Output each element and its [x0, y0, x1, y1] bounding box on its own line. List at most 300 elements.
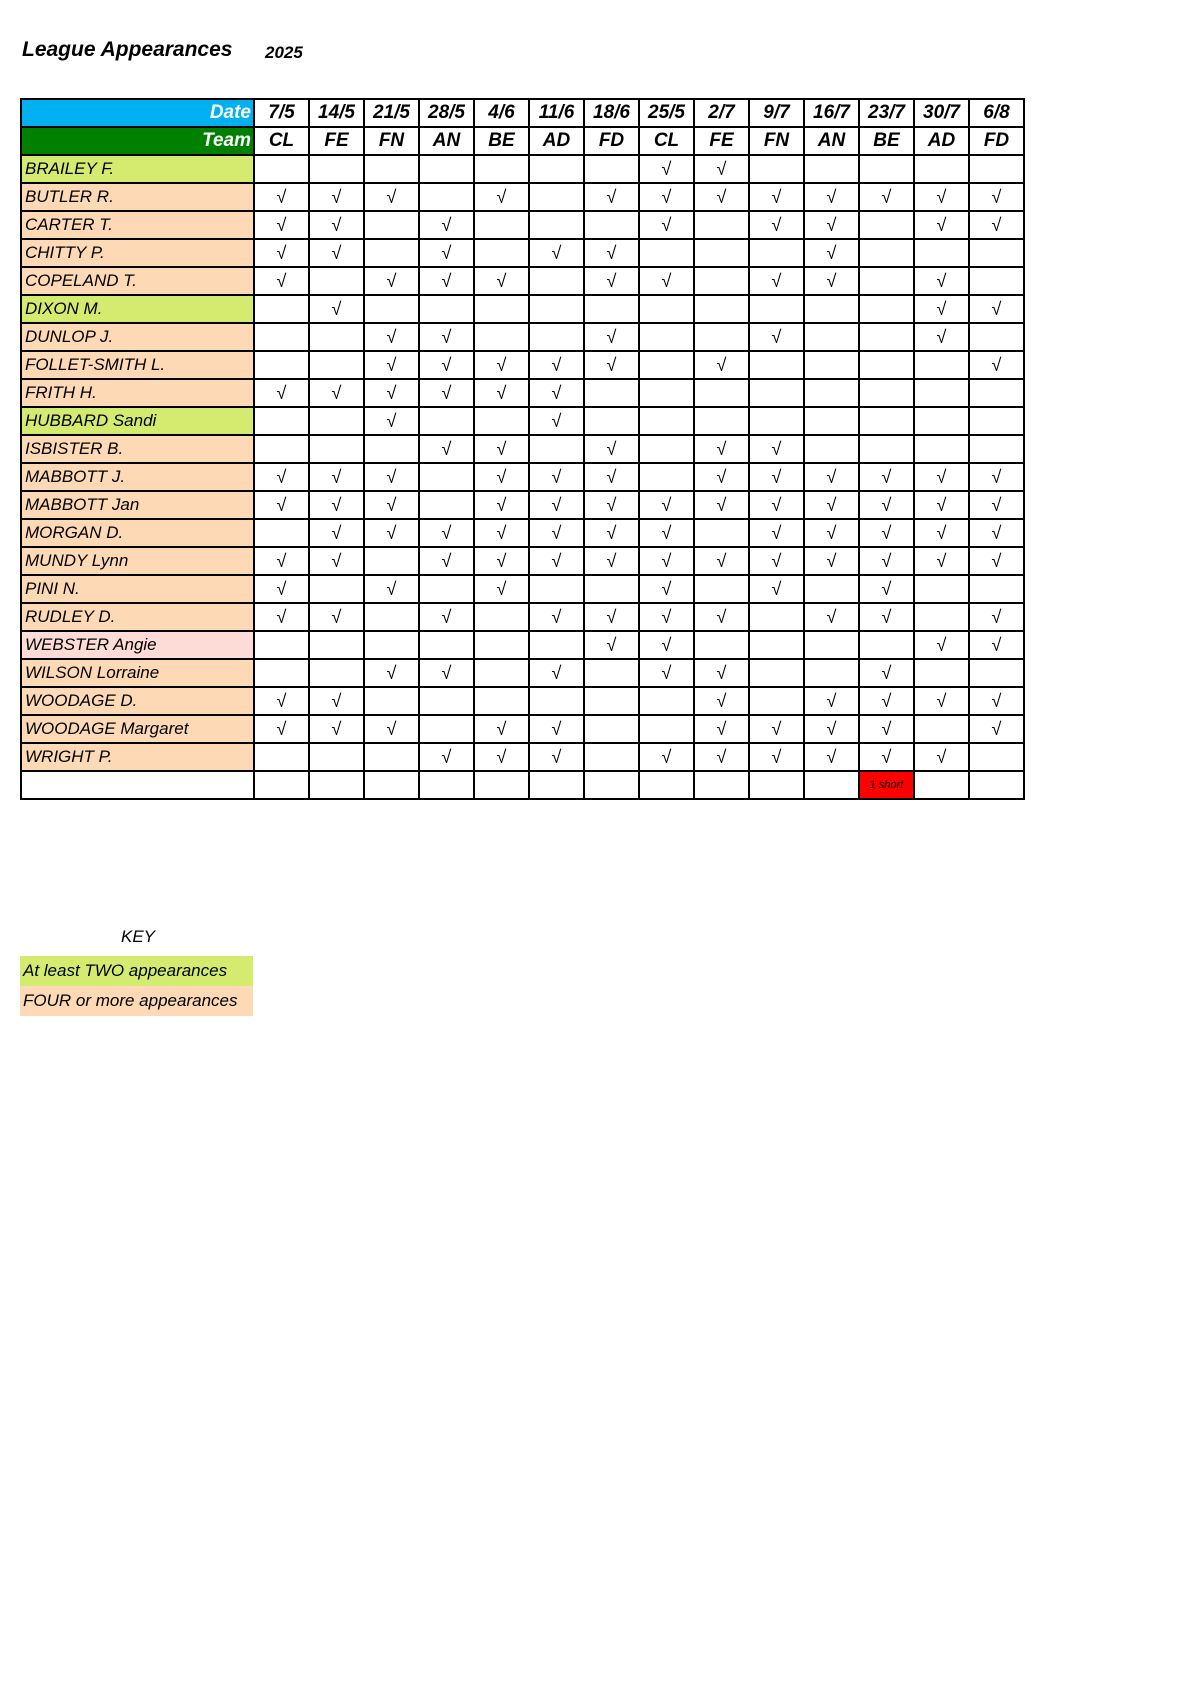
player-name: MABBOTT Jan	[21, 491, 254, 519]
appearance-tick: √	[694, 435, 749, 463]
appearance-tick: √	[859, 491, 914, 519]
empty-cell	[859, 379, 914, 407]
empty-cell	[419, 155, 474, 183]
appearance-tick: √	[584, 491, 639, 519]
appearance-tick: √	[969, 603, 1024, 631]
appearance-tick: √	[529, 603, 584, 631]
appearance-tick: √	[419, 379, 474, 407]
empty-cell	[694, 295, 749, 323]
appearance-tick: √	[969, 715, 1024, 743]
empty-cell	[529, 575, 584, 603]
empty-cell	[254, 631, 309, 659]
empty-cell	[969, 435, 1024, 463]
appearance-tick: √	[254, 183, 309, 211]
short-indicator: 1 short	[859, 771, 914, 799]
empty-cell	[914, 435, 969, 463]
date-cell: 28/5	[419, 99, 474, 127]
appearance-tick: √	[804, 239, 859, 267]
team-cell: CL	[639, 127, 694, 155]
empty-cell	[474, 239, 529, 267]
empty-cell	[859, 351, 914, 379]
empty-cell	[474, 155, 529, 183]
appearance-tick: √	[804, 687, 859, 715]
appearance-tick: √	[749, 547, 804, 575]
team-cell: FE	[309, 127, 364, 155]
appearance-tick: √	[309, 687, 364, 715]
empty-cell	[969, 575, 1024, 603]
date-header-row	[21, 99, 1024, 127]
appearance-tick: √	[749, 267, 804, 295]
appearance-tick: √	[804, 603, 859, 631]
appearance-tick: √	[694, 659, 749, 687]
appearance-tick: √	[639, 491, 694, 519]
empty-cell	[584, 575, 639, 603]
empty-cell	[364, 687, 419, 715]
empty-cell	[694, 631, 749, 659]
player-name: WRIGHT P.	[21, 743, 254, 771]
appearance-tick: √	[364, 323, 419, 351]
empty-cell	[804, 351, 859, 379]
appearance-tick: √	[364, 351, 419, 379]
appearance-tick: √	[474, 435, 529, 463]
appearance-tick: √	[749, 183, 804, 211]
appearance-tick: √	[639, 155, 694, 183]
appearance-tick: √	[749, 519, 804, 547]
empty-cell	[529, 323, 584, 351]
empty-cell	[749, 659, 804, 687]
team-cell: AD	[914, 127, 969, 155]
empty-cell	[364, 211, 419, 239]
empty-cell	[584, 379, 639, 407]
empty-cell	[914, 407, 969, 435]
appearance-tick: √	[804, 491, 859, 519]
date-cell: 14/5	[309, 99, 364, 127]
appearance-tick: √	[364, 659, 419, 687]
date-cell: 4/6	[474, 99, 529, 127]
empty-cell	[419, 295, 474, 323]
player-row	[21, 659, 1024, 687]
empty-cell	[639, 463, 694, 491]
empty-cell	[804, 407, 859, 435]
empty-cell	[694, 407, 749, 435]
appearance-tick: √	[309, 519, 364, 547]
empty-cell	[309, 435, 364, 463]
empty-cell	[419, 771, 474, 799]
appearance-tick: √	[419, 323, 474, 351]
appearance-tick: √	[914, 491, 969, 519]
player-name: WILSON Lorraine	[21, 659, 254, 687]
empty-cell	[914, 659, 969, 687]
date-cell: 2/7	[694, 99, 749, 127]
appearance-tick: √	[749, 575, 804, 603]
player-name: COPELAND T.	[21, 267, 254, 295]
empty-cell	[639, 435, 694, 463]
empty-cell	[474, 211, 529, 239]
appearance-tick: √	[529, 547, 584, 575]
empty-cell	[584, 743, 639, 771]
empty-cell	[419, 183, 474, 211]
appearance-tick: √	[639, 211, 694, 239]
appearance-tick: √	[969, 631, 1024, 659]
team-header-label: Team	[21, 127, 254, 155]
team-header-row	[21, 127, 1024, 155]
empty-cell	[639, 687, 694, 715]
appearance-tick: √	[694, 463, 749, 491]
appearance-tick: √	[584, 435, 639, 463]
appearance-tick: √	[639, 267, 694, 295]
empty-cell	[254, 295, 309, 323]
player-name: WOODAGE Margaret	[21, 715, 254, 743]
empty-cell	[364, 295, 419, 323]
empty-cell	[859, 435, 914, 463]
appearance-tick: √	[364, 491, 419, 519]
team-cell: BE	[859, 127, 914, 155]
appearance-tick: √	[529, 379, 584, 407]
appearance-tick: √	[859, 547, 914, 575]
appearance-tick: √	[694, 351, 749, 379]
appearance-tick: √	[419, 603, 474, 631]
empty-cell	[364, 155, 419, 183]
player-name: ISBISTER B.	[21, 435, 254, 463]
appearances-table	[20, 98, 1025, 800]
appearance-tick: √	[969, 519, 1024, 547]
empty-cell	[914, 771, 969, 799]
empty-cell	[529, 435, 584, 463]
appearance-tick: √	[364, 267, 419, 295]
date-cell: 21/5	[364, 99, 419, 127]
empty-cell	[804, 435, 859, 463]
player-row	[21, 687, 1024, 715]
appearance-tick: √	[584, 239, 639, 267]
player-name: MORGAN D.	[21, 519, 254, 547]
team-cell: AD	[529, 127, 584, 155]
appearance-tick: √	[364, 519, 419, 547]
empty-cell	[639, 379, 694, 407]
appearance-tick: √	[914, 183, 969, 211]
empty-cell	[309, 323, 364, 351]
team-cell: BE	[474, 127, 529, 155]
appearance-tick: √	[529, 351, 584, 379]
player-name: BRAILEY F.	[21, 155, 254, 183]
empty-cell	[309, 351, 364, 379]
empty-cell	[694, 771, 749, 799]
player-row	[21, 743, 1024, 771]
appearance-tick: √	[969, 295, 1024, 323]
appearance-tick: √	[859, 603, 914, 631]
appearance-tick: √	[254, 603, 309, 631]
player-row	[21, 547, 1024, 575]
appearance-tick: √	[419, 743, 474, 771]
player-row	[21, 155, 1024, 183]
appearance-tick: √	[254, 687, 309, 715]
date-cell: 9/7	[749, 99, 804, 127]
empty-cell	[254, 519, 309, 547]
empty-cell	[309, 407, 364, 435]
empty-cell	[529, 771, 584, 799]
appearance-tick: √	[584, 519, 639, 547]
empty-cell	[309, 659, 364, 687]
empty-cell	[749, 687, 804, 715]
empty-cell	[419, 631, 474, 659]
summary-row	[21, 771, 1024, 799]
empty-cell	[694, 519, 749, 547]
appearance-tick: √	[419, 351, 474, 379]
player-row	[21, 519, 1024, 547]
empty-cell	[694, 211, 749, 239]
empty-cell	[254, 435, 309, 463]
player-name: RUDLEY D.	[21, 603, 254, 631]
empty-cell	[529, 155, 584, 183]
empty-cell	[254, 743, 309, 771]
empty-cell	[969, 659, 1024, 687]
team-cell: FD	[584, 127, 639, 155]
empty-cell	[804, 771, 859, 799]
appearance-tick: √	[639, 659, 694, 687]
empty-cell	[639, 323, 694, 351]
empty-cell	[749, 603, 804, 631]
empty-cell	[859, 407, 914, 435]
player-name: FRITH H.	[21, 379, 254, 407]
appearance-tick: √	[584, 547, 639, 575]
empty-cell	[694, 267, 749, 295]
empty-cell	[914, 575, 969, 603]
empty-cell	[914, 155, 969, 183]
player-name: BUTLER R.	[21, 183, 254, 211]
appearance-tick: √	[639, 743, 694, 771]
appearance-tick: √	[804, 211, 859, 239]
appearance-tick: √	[364, 575, 419, 603]
player-name: DIXON M.	[21, 295, 254, 323]
appearance-tick: √	[749, 323, 804, 351]
appearance-tick: √	[364, 715, 419, 743]
empty-cell	[804, 323, 859, 351]
appearance-tick: √	[749, 463, 804, 491]
summary-label	[21, 771, 254, 799]
empty-cell	[859, 323, 914, 351]
appearance-tick: √	[309, 239, 364, 267]
appearance-tick: √	[914, 463, 969, 491]
appearance-tick: √	[694, 547, 749, 575]
empty-cell	[584, 211, 639, 239]
appearance-tick: √	[254, 267, 309, 295]
empty-cell	[914, 351, 969, 379]
team-cell: FE	[694, 127, 749, 155]
empty-cell	[309, 743, 364, 771]
appearance-tick: √	[914, 323, 969, 351]
empty-cell	[859, 211, 914, 239]
empty-cell	[364, 743, 419, 771]
team-cell: FN	[749, 127, 804, 155]
appearance-tick: √	[694, 183, 749, 211]
date-cell: 25/5	[639, 99, 694, 127]
appearance-tick: √	[474, 743, 529, 771]
appearance-tick: √	[694, 491, 749, 519]
empty-cell	[804, 631, 859, 659]
empty-cell	[859, 155, 914, 183]
appearance-tick: √	[749, 211, 804, 239]
empty-cell	[419, 687, 474, 715]
appearance-tick: √	[254, 211, 309, 239]
appearance-tick: √	[749, 491, 804, 519]
empty-cell	[749, 239, 804, 267]
appearance-tick: √	[804, 519, 859, 547]
team-cell: CL	[254, 127, 309, 155]
player-name: CARTER T.	[21, 211, 254, 239]
empty-cell	[474, 687, 529, 715]
appearance-tick: √	[474, 351, 529, 379]
appearance-tick: √	[694, 743, 749, 771]
player-row	[21, 295, 1024, 323]
empty-cell	[969, 155, 1024, 183]
appearance-tick: √	[584, 463, 639, 491]
appearance-tick: √	[584, 631, 639, 659]
player-row	[21, 407, 1024, 435]
appearance-tick: √	[419, 547, 474, 575]
empty-cell	[529, 211, 584, 239]
appearance-tick: √	[419, 659, 474, 687]
appearance-tick: √	[309, 295, 364, 323]
empty-cell	[529, 267, 584, 295]
player-name: DUNLOP J.	[21, 323, 254, 351]
appearance-tick: √	[749, 435, 804, 463]
empty-cell	[364, 239, 419, 267]
appearance-tick: √	[749, 743, 804, 771]
empty-cell	[804, 659, 859, 687]
appearance-tick: √	[419, 267, 474, 295]
empty-cell	[969, 771, 1024, 799]
empty-cell	[474, 659, 529, 687]
appearance-tick: √	[914, 267, 969, 295]
player-row	[21, 435, 1024, 463]
appearance-tick: √	[254, 547, 309, 575]
appearance-tick: √	[914, 631, 969, 659]
empty-cell	[309, 575, 364, 603]
player-row	[21, 603, 1024, 631]
player-row	[21, 239, 1024, 267]
empty-cell	[364, 603, 419, 631]
empty-cell	[309, 631, 364, 659]
appearance-tick: √	[969, 211, 1024, 239]
appearance-tick: √	[804, 463, 859, 491]
appearance-tick: √	[584, 267, 639, 295]
appearance-tick: √	[694, 715, 749, 743]
empty-cell	[639, 351, 694, 379]
appearance-tick: √	[309, 463, 364, 491]
empty-cell	[804, 155, 859, 183]
appearance-tick: √	[749, 715, 804, 743]
empty-cell	[694, 379, 749, 407]
empty-cell	[309, 771, 364, 799]
appearance-tick: √	[529, 519, 584, 547]
empty-cell	[639, 407, 694, 435]
empty-cell	[859, 239, 914, 267]
date-cell: 11/6	[529, 99, 584, 127]
player-row	[21, 267, 1024, 295]
empty-cell	[474, 407, 529, 435]
appearance-tick: √	[474, 267, 529, 295]
empty-cell	[969, 379, 1024, 407]
appearance-tick: √	[529, 491, 584, 519]
empty-cell	[969, 407, 1024, 435]
team-cell: FD	[969, 127, 1024, 155]
empty-cell	[364, 631, 419, 659]
empty-cell	[694, 239, 749, 267]
empty-cell	[749, 295, 804, 323]
appearance-tick: √	[969, 491, 1024, 519]
appearance-tick: √	[309, 211, 364, 239]
player-name: WOODAGE D.	[21, 687, 254, 715]
empty-cell	[254, 323, 309, 351]
appearance-tick: √	[309, 603, 364, 631]
empty-cell	[969, 239, 1024, 267]
appearance-tick: √	[914, 743, 969, 771]
empty-cell	[364, 547, 419, 575]
appearance-tick: √	[969, 687, 1024, 715]
empty-cell	[584, 155, 639, 183]
empty-cell	[419, 407, 474, 435]
empty-cell	[474, 295, 529, 323]
empty-cell	[969, 323, 1024, 351]
appearance-tick: √	[914, 687, 969, 715]
player-row	[21, 575, 1024, 603]
appearance-tick: √	[859, 519, 914, 547]
appearance-tick: √	[254, 575, 309, 603]
empty-cell	[859, 631, 914, 659]
date-cell: 18/6	[584, 99, 639, 127]
page-title: League Appearances	[22, 38, 233, 61]
appearance-tick: √	[529, 743, 584, 771]
player-name: FOLLET-SMITH L.	[21, 351, 254, 379]
empty-cell	[254, 407, 309, 435]
player-name: CHITTY P.	[21, 239, 254, 267]
empty-cell	[309, 155, 364, 183]
player-name: WEBSTER Angie	[21, 631, 254, 659]
empty-cell	[419, 491, 474, 519]
empty-cell	[419, 715, 474, 743]
empty-cell	[749, 351, 804, 379]
empty-cell	[914, 379, 969, 407]
appearance-tick: √	[309, 547, 364, 575]
appearance-tick: √	[529, 659, 584, 687]
appearance-tick: √	[804, 183, 859, 211]
empty-cell	[474, 603, 529, 631]
appearance-tick: √	[584, 603, 639, 631]
date-header-label: Date	[21, 99, 254, 127]
player-row	[21, 491, 1024, 519]
key-title: KEY	[121, 927, 156, 946]
appearance-tick: √	[419, 519, 474, 547]
appearance-tick: √	[914, 211, 969, 239]
player-row	[21, 631, 1024, 659]
empty-cell	[364, 435, 419, 463]
appearance-tick: √	[309, 491, 364, 519]
empty-cell	[309, 267, 364, 295]
appearance-tick: √	[639, 519, 694, 547]
empty-cell	[749, 155, 804, 183]
appearance-tick: √	[914, 295, 969, 323]
empty-cell	[694, 575, 749, 603]
player-name: MABBOTT J.	[21, 463, 254, 491]
empty-cell	[419, 575, 474, 603]
player-name: MUNDY Lynn	[21, 547, 254, 575]
empty-cell	[254, 659, 309, 687]
appearance-tick: √	[254, 379, 309, 407]
appearance-tick: √	[364, 183, 419, 211]
appearance-tick: √	[419, 435, 474, 463]
appearance-tick: √	[364, 463, 419, 491]
appearance-tick: √	[474, 715, 529, 743]
empty-cell	[859, 295, 914, 323]
